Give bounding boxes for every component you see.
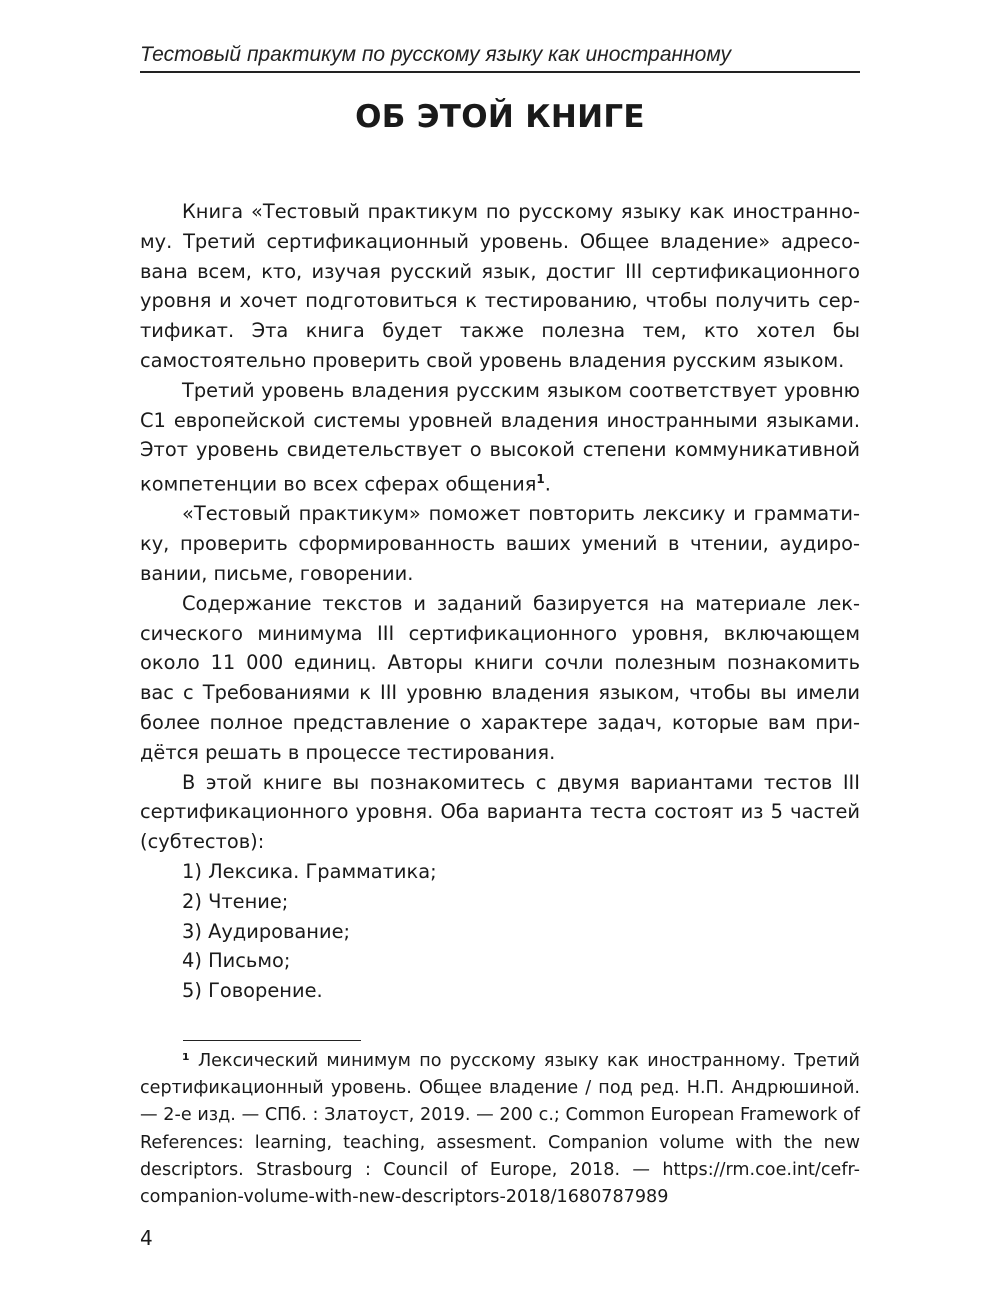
paragraph: Содержание текстов и заданий базируется на материале лексического минимума III сертификационного уровня, включающем около 11 000 единиц. Авторы книги сочли полезным познакомить вас с Требованиями к III уровню владения языком, чтобы вы имели более полное представление о характере задач, которые вам придётся решать в процессе тестирования.	[140, 591, 860, 764]
footnote-text	[140, 1048, 860, 1211]
footnote-divider	[183, 1040, 361, 1041]
list-item: 2) Чтение;	[182, 889, 289, 913]
body-text	[140, 197, 860, 1006]
paragraph: Книга «Тестовый практикум по русскому языку как иностранному. Третий сертификационный уровень. Общее владение» адресована всем, кто, изучая русский язык, достиг III сертификационного уровня и хочет подготовиться к тестированию, чтобы получить сертификат. Эта книга будет также полезна тем, кто хотел бы самостоятельно проверить свой уровень владения русским языком.	[140, 200, 860, 372]
footnote-body: Лексический минимум по русскому языку как иностранному. Третий сертификационный уровень. Общее владение / под ред. Н.П. Андрюшиной. — 2-е изд. — СПб. : Златоуст, 2019. — 200 с.; Common European Framework of References: learning, teaching, assesment. Companion volume with the new descriptors. Strasbourg : Council of Europe, 2018. — https://rm.coe.int/cefr-companion-volume-with-new-descriptors-2018/1680787989	[140, 1051, 860, 1208]
sentence-end: .	[544, 472, 551, 496]
paragraph: В этой книге вы познакомитесь с двумя вариантами тестов III сертификационного уровня. Оба варианта теста состоят из 5 частей (субтестов):	[140, 770, 860, 854]
list-item: 4) Письмо;	[182, 949, 291, 973]
list-item: 1) Лексика. Грамматика;	[182, 860, 437, 883]
page-number: 4	[140, 1226, 153, 1250]
list-item: 3) Аудирование;	[182, 919, 351, 943]
footnote-reference[interactable]: 1	[536, 472, 545, 487]
paragraph-text: Третий уровень владения русским языком соответствует уровню С1 европейской системы уровней владения иностранными языками. Этот уровень свидетельствует о высокой степени коммуникативной компетенции во всех сферах общения	[140, 378, 860, 496]
footnote-marker: ¹	[182, 1051, 190, 1071]
page-title: ОБ ЭТОЙ КНИГЕ	[355, 99, 645, 135]
paragraph: «Тестовый практикум» поможет повторить лексику и грамматику, проверить сформированность ваших умений в чтении, аудировании, письме, говорении.	[140, 502, 860, 586]
running-head: Тестовый практикум по русскому языку как иностранному	[140, 40, 860, 73]
footnote	[140, 1048, 860, 1211]
subtest-list	[140, 857, 860, 1006]
paragraph-with-footnote	[140, 376, 860, 500]
list-item: 5) Говорение.	[182, 979, 323, 1003]
